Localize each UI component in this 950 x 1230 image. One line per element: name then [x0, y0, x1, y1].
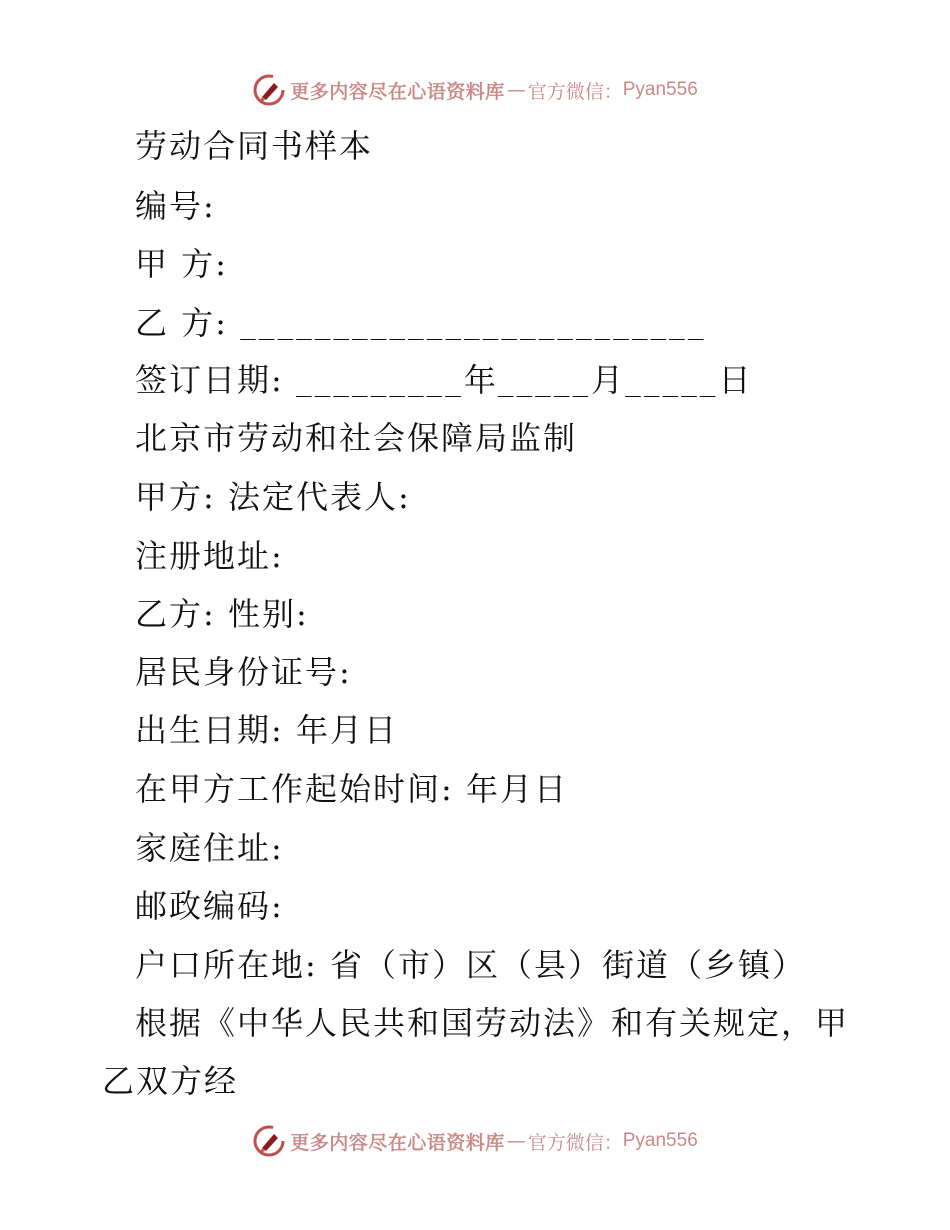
header-banner	[0, 70, 950, 110]
party-a-legal-rep: 甲方: 法定代表人:	[135, 478, 411, 516]
banner-wechat-label: 官方微信：	[527, 1131, 623, 1154]
banner-wechat-label: 官方微信：	[527, 80, 623, 103]
party-b-gender: 乙方: 性别:	[135, 595, 309, 633]
birth-date: 出生日期: 年月日	[135, 711, 398, 749]
supervisor-line: 北京市劳动和社会保障局监制	[135, 419, 578, 457]
paragraph-line-2: 乙双方经	[102, 1062, 239, 1100]
year-char: 年	[463, 361, 498, 399]
party-b-label: 乙 方:	[135, 304, 228, 342]
sign-date-month-blank: _____	[497, 368, 592, 398]
party-b-blank: _________________________	[240, 311, 707, 341]
banner-wechat-id: Pyan556	[622, 79, 698, 100]
banner-wechat-id: Pyan556	[622, 1130, 698, 1151]
paragraph-line-1: 根据《中华人民共和国劳动法》和有关规定，甲	[135, 1004, 850, 1042]
registered-address: 注册地址:	[135, 537, 284, 575]
home-address: 家庭住址:	[135, 829, 284, 867]
household-registration: 户口所在地: 省（市）区（县）街道（乡镇）	[135, 946, 806, 984]
pen-logo-icon	[252, 1124, 286, 1158]
sign-date-year-blank: _________	[295, 368, 464, 398]
start-time: 在甲方工作起始时间: 年月日	[135, 770, 568, 808]
sign-date-label: 签订日期:	[135, 361, 284, 399]
banner-main-text: 更多内容尽在心语资料库	[290, 80, 505, 103]
month-char: 月	[591, 361, 626, 399]
sign-date-day-blank: _____	[625, 368, 719, 398]
footer-banner	[0, 1121, 950, 1161]
number-label: 编号:	[135, 187, 216, 225]
party-a-label: 甲 方:	[135, 245, 228, 283]
day-char: 日	[718, 361, 753, 399]
banner-separator: —	[506, 79, 526, 101]
sign-date-line	[135, 360, 752, 403]
banner-main-text: 更多内容尽在心语资料库	[290, 1131, 505, 1154]
banner-separator: —	[506, 1130, 526, 1152]
party-b-line	[135, 303, 706, 346]
postal-code: 邮政编码:	[135, 887, 284, 925]
document-title: 劳动合同书样本	[135, 127, 374, 165]
pen-logo-icon	[252, 73, 286, 107]
id-number: 居民身份证号:	[135, 653, 352, 691]
